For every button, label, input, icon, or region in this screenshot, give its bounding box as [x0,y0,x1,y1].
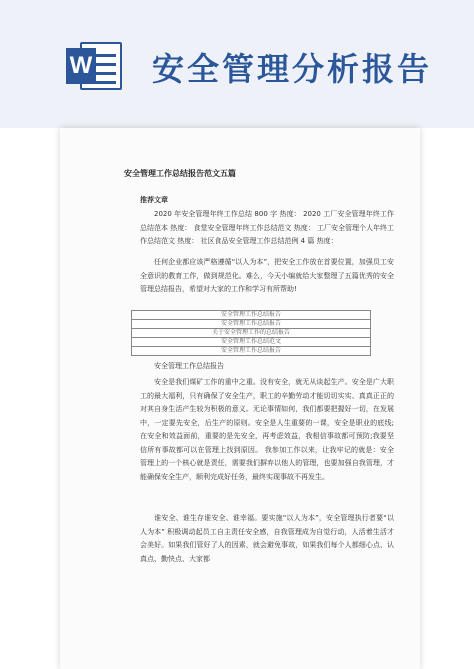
section-label: 推荐文章 [140,196,168,204]
document-title: 安全管理工作总结报告范文五篇 [124,169,236,178]
document-banner [0,0,474,128]
toc-row [132,338,371,347]
toc-item[interactable]: 安全管理工作总结报告 [132,320,371,329]
intro-text: 任何企业都应该严格遵循“以人为本”，把安全工作放在首要位置，加强员工安全意识的教育工作，做到规范化。难么，今天小编就给大家整理了五篇优秀的安全管理总结报告，希望对大家的工作和学习有所帮助! [140,258,394,293]
body-paragraph-2 [140,512,394,566]
sheet-line [96,63,116,66]
sheet-line [96,54,116,57]
toc-row [132,329,371,338]
table-of-contents [131,310,371,356]
toc-item[interactable]: 安全管理工作总结报告 [132,347,371,356]
toc-row [132,320,371,329]
article-subheading: 安全管理工作总结报告 [154,362,224,370]
recommended-articles [140,208,394,249]
word-document-icon [66,40,126,92]
sheet-line [96,72,116,75]
banner-title: 安全管理分析报告 [152,50,433,88]
intro-paragraph [140,256,394,297]
document-page [60,128,420,669]
toc-item[interactable]: 关于安全管理工作的总结报告 [132,329,371,338]
body-text-2: 谁安全、谁生存谁安全、谁幸福。要实施“以人为本”，安全管理执行者要“以人为本” 积极调动起员工自主责任安全感，自我管理成为自觉行动，人活着生活才会美好。如果我们管好了人的因素，就会避免事故，如果我们每个人都细心点、认真点、勤快点、大家都 [140,514,394,563]
sheet-line [96,81,116,84]
toc-item[interactable]: 安全管理工作总结范文 [132,338,371,347]
body-paragraph-1 [140,376,394,484]
body-text-1: 安全是我们煤矿工作的重中之重。没有安全，就无从谈起生产。安全是广大职工的最大福利，只有确保了安全生产，职工的辛勤劳动才能切切实实、真真正正的对其自身生活产生较为积极的意义。无论事情如何，我们都要把握好一切，在发展中，一定要先安全，后生产的原则。安全是人生重要的一课，安全是职业的底线;在安全和效益面前，重要的是先安全，再考虑效益，我相信事故都可预防;我要坚信所有事故都可以在管理上找到原因。 我参加工作以来，让我牢记的就是：安全管理上的一个核心就是责任，需要我们摒弃以他人的管理，也要加强自我管理，才能确保安全生产，顺利完成好任务，最终实现事故不再发生。 [140,378,394,481]
word-logo-letter: W [66,48,96,84]
toc-row [132,311,371,320]
toc-row [132,347,371,356]
recommended-text: 2020 年安全管理年终工作总结 800 字 热度： 2020 工厂安全管理年终工作总结范本 热度： 食堂安全管理年终工作总结范文 热度： 工厂安全管理个人年终工作总结范文 热度： 社区食品安全管理工作总结范例 4 篇 热度： [140,210,394,245]
toc-item[interactable]: 安全管理工作总结报告 [132,311,371,320]
